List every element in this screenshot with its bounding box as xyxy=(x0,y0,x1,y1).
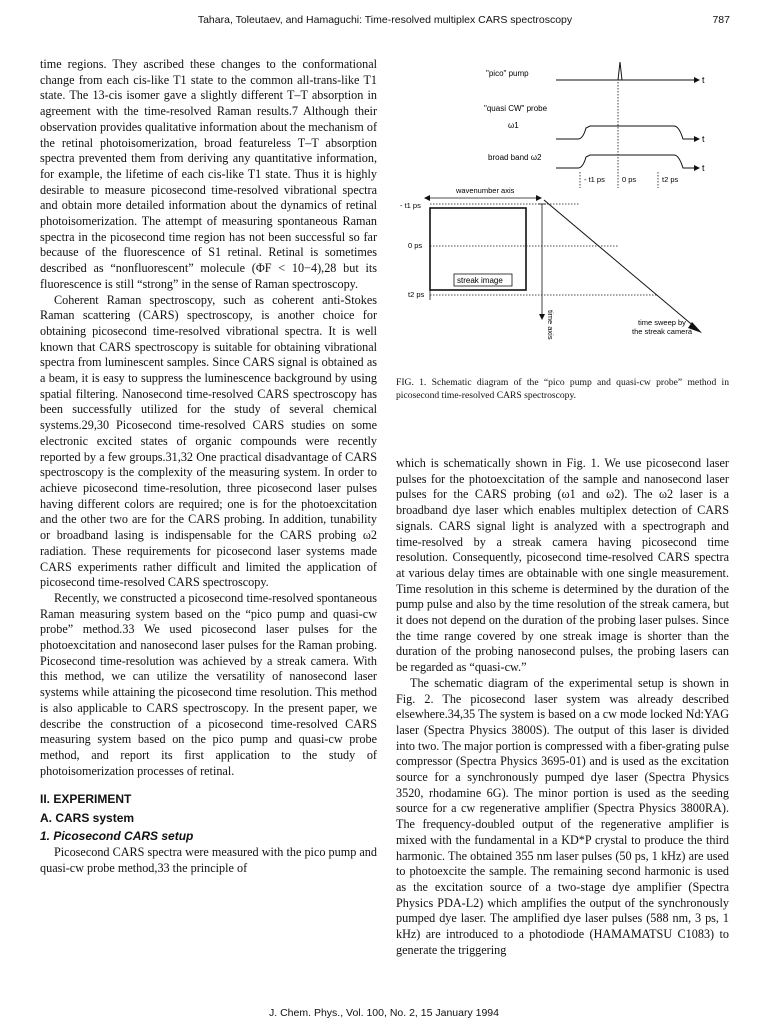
paragraph: Coherent Raman spectroscopy, such as coherent anti-Stokes Raman scattering (CARS) spectroscopy, is another choice for obtaining picosecond time-resolved vibrational spectra. It is well known that CARS spectroscopy is suitable for obtaining vibrational spectra from luminescent samples. Since CARS signal is obtained as a beam, it is easy to suppress the luminescence background by using spatial filtering. Nanosecond time-resolved CARS spectroscopy has been successfully utilized for the study of several chemical systems.29,30 Picosecond time-resolved CARS studies on some electronic excited states of organic compounds were recently reported by a few groups.31,32 One practical disadvantage of CARS spectroscopy is the complexity of the measuring system. In order to achieve picosecond time-resolution, three picosecond laser pulses having different colors are required; one is for the photoexcitation and the other two are for the CARS probing. In addition, tunability or broadband lasing is indispensable for the CARS probing ω2 radiation. These requirements for picosecond laser systems made CARS experiments rather difficult and limited the application of picosecond time-resolved CARS spectroscopy. xyxy=(40,292,377,590)
minus-t1-label: - t1 ps xyxy=(400,201,421,210)
pico-pump-label: "pico" pump xyxy=(486,69,529,78)
zero-ps-label: 0 ps xyxy=(408,241,423,250)
t-axis-label: t xyxy=(702,75,705,85)
time-sweep-label-line2: the streak camera xyxy=(632,327,693,336)
section-heading: II. EXPERIMENT xyxy=(40,792,132,807)
caption-text: Schematic diagram of the “pico pump and quasi-cw probe” method in picosecond time-resolved CARS spectroscopy. xyxy=(396,377,729,401)
t2-label: t2 ps xyxy=(662,175,679,184)
quasi-cw-label: "quasi CW" probe xyxy=(484,104,548,113)
t-axis-label: t xyxy=(702,163,705,173)
paragraph: Recently, we constructed a picosecond time-resolved spontaneous Raman measuring system based on the “pico pump and quasi-cw probe” method.33 We used picosecond laser pulses for the photoexcitation and nanosecond laser pulses for the Raman probing. Picosecond time-resolution was achieved by a streak camera. With this method, we can utilize the versatility of nanosecond laser systems while attaining the picosecond time resolution. This method is also applicable to CARS spectroscopy. In the present paper, we describe the construction of a picosecond time-resolved CARS measuring system based on the pico pump and quasi-cw probe method, and report its first application to the study of photoisomerization processes of retinal. xyxy=(40,590,377,778)
wavenumber-axis-label: wavenumber axis xyxy=(456,186,515,195)
time-axis-label: time axis xyxy=(546,310,555,340)
right-column xyxy=(396,456,729,959)
paragraph: The schematic diagram of the experimental setup is shown in Fig. 2. The picosecond laser system was already described elsewhere.34,35 The system is based on a cw mode locked Nd:YAG laser (Spectra Physics 3800S). The output of this laser is divided into two. The major portion is compressed with a fiber-grating pulse compressor (Spectra Physics 3695-01) and is used as the excitation source for a synchronously pumped dye laser (Spectra Physics 3520, rhodamine 6G). The minor portion is used as the seeding source for a cw regenerative amplifier (Spectra Physics 3800RA). The frequency-doubled output of the regenerative amplifier is mixed with the fundamental in a KD*P crystal to produce the third harmonic. The obtained 355 nm laser pulses (50 ps, 1 kHz) are used to photoexcite the sample. The remaining second harmonic is used as the excitation source of a two-stage dye amplifier (Spectra Physics PDA-L2) which amplifies the output of the synchronously pumped dye laser. The amplified dye laser pulses (588 nm, 3 ps, 1 kHz) are introduced to a photodiode (HAMAMATSU C1083) to generate the triggering xyxy=(396,675,729,957)
page-number: 787 xyxy=(712,14,730,26)
subsubsection-heading: 1. Picosecond CARS setup xyxy=(40,829,194,844)
paragraph: time regions. They ascribed these changes to the conformational change from each cis-like T1 state to the common all-trans-like T1 state. The 13-cis isomer gave a slightly different T–T absorption in agreement with the time-resolved Raman results.7 Although their observation provides qualitative information about the mechanism of the retinal photoisomerization, broad featureless T–T absorption spectra prevented them from deriving any quantitative information, for example, the lifetime of each cis-like T1 state. Thus it is highly desirable to measure picosecond time-resolved vibrational spectra and obtain more detailed information about the dynamics of retinal photoisomerization. The attempt of measuring spontaneous Raman spectra in the picosecond time region has not been successful so far because of the fluorescence of S1 retinal. Retinal is sometimes described as “nonfluorescent” molecule (ΦF < 10−4),28 but its fluorescence is still “strong” in the sense of Raman spectroscopy. xyxy=(40,57,377,291)
paragraph: Picosecond CARS spectra were measured with the pico pump and quasi-cw probe method,33 the principle of xyxy=(40,845,377,876)
streak-image-label: streak image xyxy=(457,276,503,285)
paragraph: which is schematically shown in Fig. 1. We use picosecond laser pulses for the photoexcitation of the sample and nanosecond laser pulses for the CARS probing (ω1 and ω2). The ω2 laser is a broadband dye laser which enables multiplex detection of CARS signals. CARS signal light is analyzed with a spectrograph and time-resolved by a streak camera having picosecond time resolution. Consequently, picosecond time-resolved CARS spectra at various delay times are obtainable with one single measurement. Time resolution in this scheme is determined by the duration of the pump pulse and also by the time resolution of the streak camera, but it does not depend on the duration of the probing laser pulses. Since the time range covered by one streak image is shorter than the duration of the probing nanosecond pulses, the probing lasers can be regarded as “quasi-cw.” xyxy=(396,456,729,675)
time-sweep-label-line1: time sweep by xyxy=(638,318,686,327)
caption-label: FIG. 1. xyxy=(396,377,427,388)
figure-caption xyxy=(396,377,729,402)
t2-label: t2 ps xyxy=(408,290,425,299)
running-head: Tahara, Toleutaev, and Hamaguchi: Time-resolved multiplex CARS spectroscopy xyxy=(197,14,573,26)
omega1-label: ω1 xyxy=(508,121,519,130)
t-axis-label: t xyxy=(702,134,705,144)
subsection-heading: A. CARS system xyxy=(40,811,135,826)
zero-ps-label: 0 ps xyxy=(622,175,637,184)
minus-t1-label: - t1 ps xyxy=(584,175,605,184)
left-column xyxy=(40,57,377,877)
page-footer: J. Chem. Phys., Vol. 100, No. 2, 15 January 1994 xyxy=(269,1007,499,1019)
broad-band-label: broad band ω2 xyxy=(488,153,542,162)
figure-1-schematic xyxy=(396,52,732,370)
